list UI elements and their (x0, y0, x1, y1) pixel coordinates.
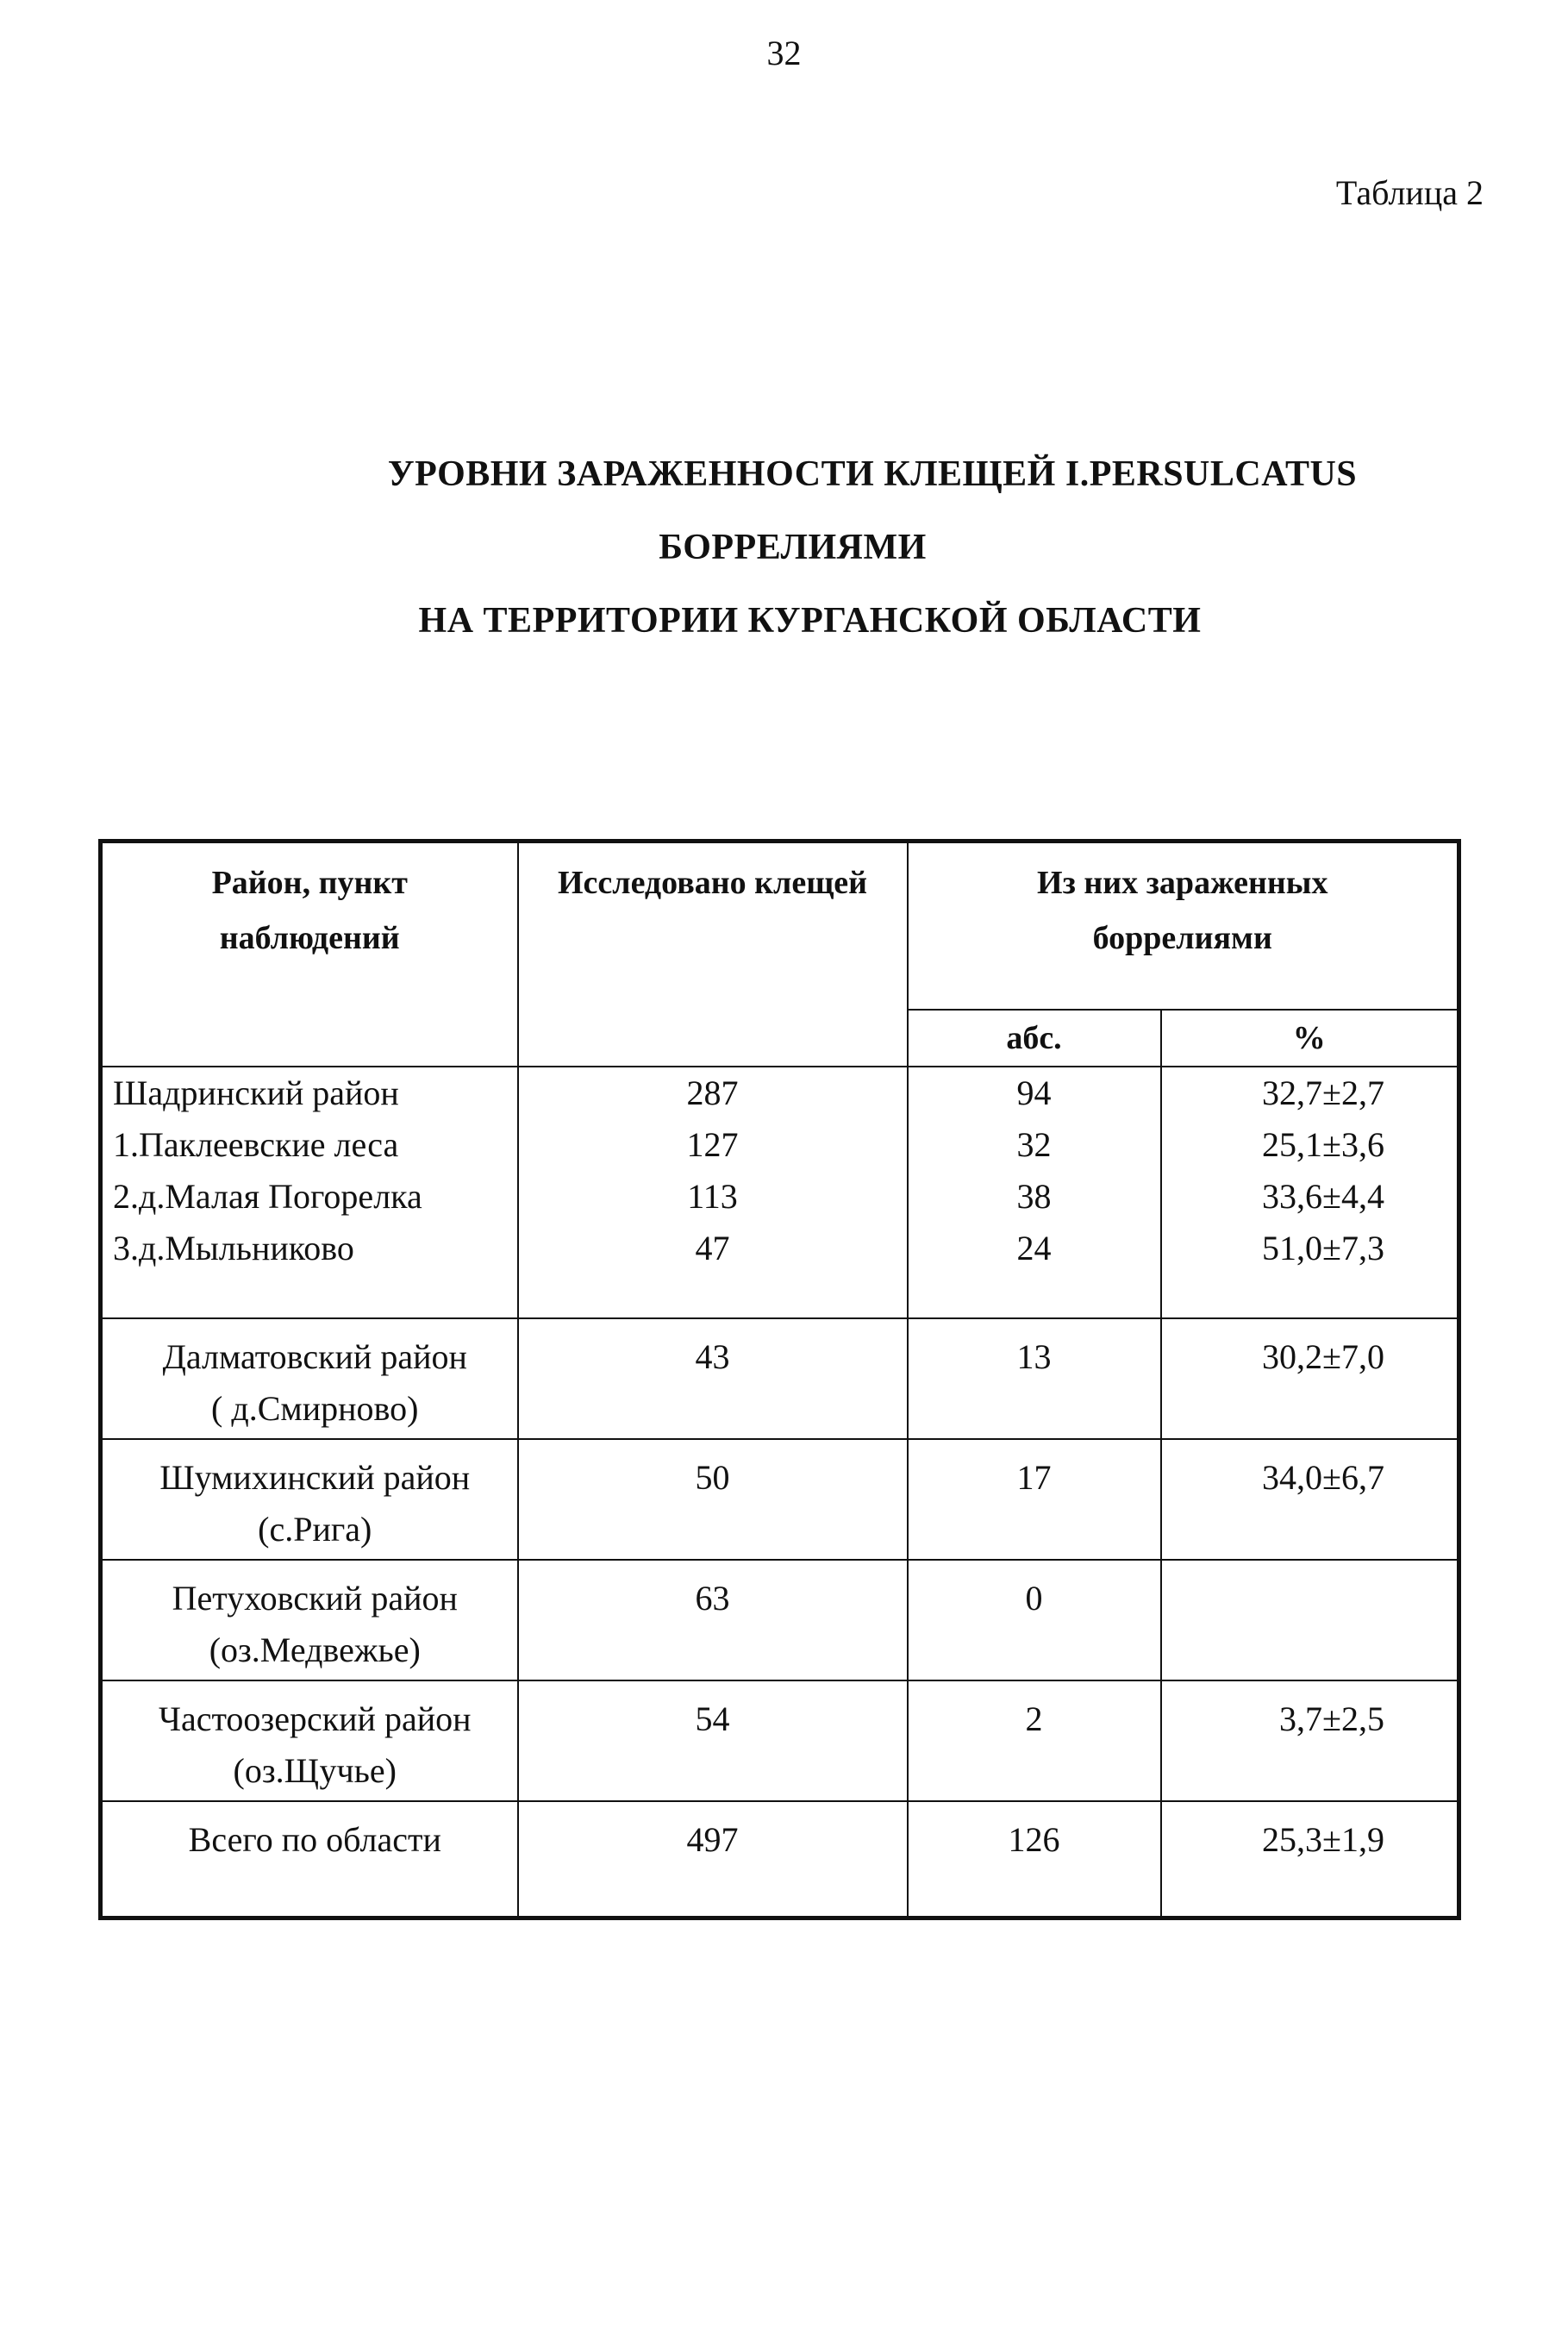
cell-region (101, 1439, 518, 1560)
table-row-shadrinsk (101, 1067, 1459, 1318)
cell-studied: 63 (518, 1560, 908, 1680)
cell-region (101, 1680, 518, 1801)
cell-studied: 54 (518, 1680, 908, 1801)
region-name: 3.д.Мыльниково (113, 1229, 354, 1267)
abs-value: 38 (1016, 1177, 1052, 1216)
header-infected-line-1: Из них зараженных (1037, 865, 1328, 901)
table-row-dalmatovo (101, 1318, 1459, 1439)
cell-total-label: Всего по области (101, 1801, 518, 1918)
title-line-3: НА ТЕРРИТОРИИ КУРГАНСКОЙ ОБЛАСТИ (418, 601, 1202, 641)
region-locality: (с.Рига) (258, 1510, 372, 1549)
cell-abs: 17 (908, 1439, 1161, 1560)
cell-pct (1161, 1067, 1459, 1318)
studied-value: 113 (687, 1177, 738, 1216)
infection-table (98, 839, 1461, 1920)
pct-value: 32,7±2,7 (1262, 1073, 1384, 1112)
abs-value: 94 (1016, 1073, 1052, 1112)
region-locality: (оз.Щучье) (233, 1751, 397, 1790)
cell-pct: 3,7±2,5 (1161, 1680, 1459, 1801)
pct-value: 25,1±3,6 (1262, 1125, 1384, 1164)
table-row-petukhovo (101, 1560, 1459, 1680)
cell-abs: 126 (908, 1801, 1161, 1918)
cell-region (101, 1318, 518, 1439)
cell-pct: 34,0±6,7 (1161, 1439, 1459, 1560)
cell-pct: 30,2±7,0 (1161, 1318, 1459, 1439)
cell-abs: 0 (908, 1560, 1161, 1680)
cell-pct (1161, 1560, 1459, 1680)
table-row-shumikha (101, 1439, 1459, 1560)
cell-studied: 43 (518, 1318, 908, 1439)
header-studied (518, 842, 908, 1067)
abs-value: 32 (1016, 1125, 1052, 1164)
region-name: Далматовский район (162, 1337, 467, 1376)
cell-abs: 2 (908, 1680, 1161, 1801)
studied-value: 127 (686, 1125, 739, 1164)
header-region-line-1: Район, пункт (211, 865, 408, 901)
cell-studied: 50 (518, 1439, 908, 1560)
cell-pct: 25,3±1,9 (1161, 1801, 1459, 1918)
table-title (0, 438, 1568, 658)
region-name: Петуховский район (172, 1579, 458, 1618)
region-locality: ( д.Смирново) (211, 1389, 419, 1428)
header-region (101, 842, 518, 1067)
title-line-2: БОРРЕЛИЯМИ (659, 528, 927, 567)
table-row-chastoozerye (101, 1680, 1459, 1801)
table-row-total (101, 1801, 1459, 1918)
table-caption: Таблица 2 (1335, 173, 1484, 212)
cell-abs (908, 1067, 1161, 1318)
cell-region (101, 1560, 518, 1680)
region-name: Шадринский район (113, 1073, 399, 1112)
cell-studied: 497 (518, 1801, 908, 1918)
region-name: 2.д.Малая Погорелка (113, 1177, 422, 1216)
abs-value: 24 (1016, 1229, 1052, 1267)
region-name: Частоозерский район (158, 1699, 472, 1738)
header-region-line-2: наблюдений (219, 920, 400, 956)
cell-studied (518, 1067, 908, 1318)
header-pct: % (1161, 1010, 1459, 1067)
header-infected-line-2: боррелиями (1092, 920, 1272, 956)
region-locality: (оз.Медвежье) (209, 1630, 421, 1669)
region-name: 1.Паклеевские леса (113, 1125, 399, 1164)
title-line-1: УРОВНИ ЗАРАЖЕННОСТИ КЛЕЩЕЙ I.PERSULCATUS (387, 454, 1358, 494)
region-name: Шумихинский район (159, 1458, 471, 1497)
header-studied-label: Исследовано клещей (557, 865, 868, 901)
pct-value: 51,0±7,3 (1262, 1229, 1384, 1267)
header-infected (908, 842, 1459, 1011)
cell-abs: 13 (908, 1318, 1161, 1439)
header-abs: абс. (908, 1010, 1161, 1067)
studied-value: 287 (686, 1073, 739, 1112)
header-row (101, 842, 1459, 1011)
pct-value: 33,6±4,4 (1262, 1177, 1384, 1216)
page-number: 32 (766, 34, 802, 72)
studied-value: 47 (695, 1229, 730, 1267)
cell-region (101, 1067, 518, 1318)
